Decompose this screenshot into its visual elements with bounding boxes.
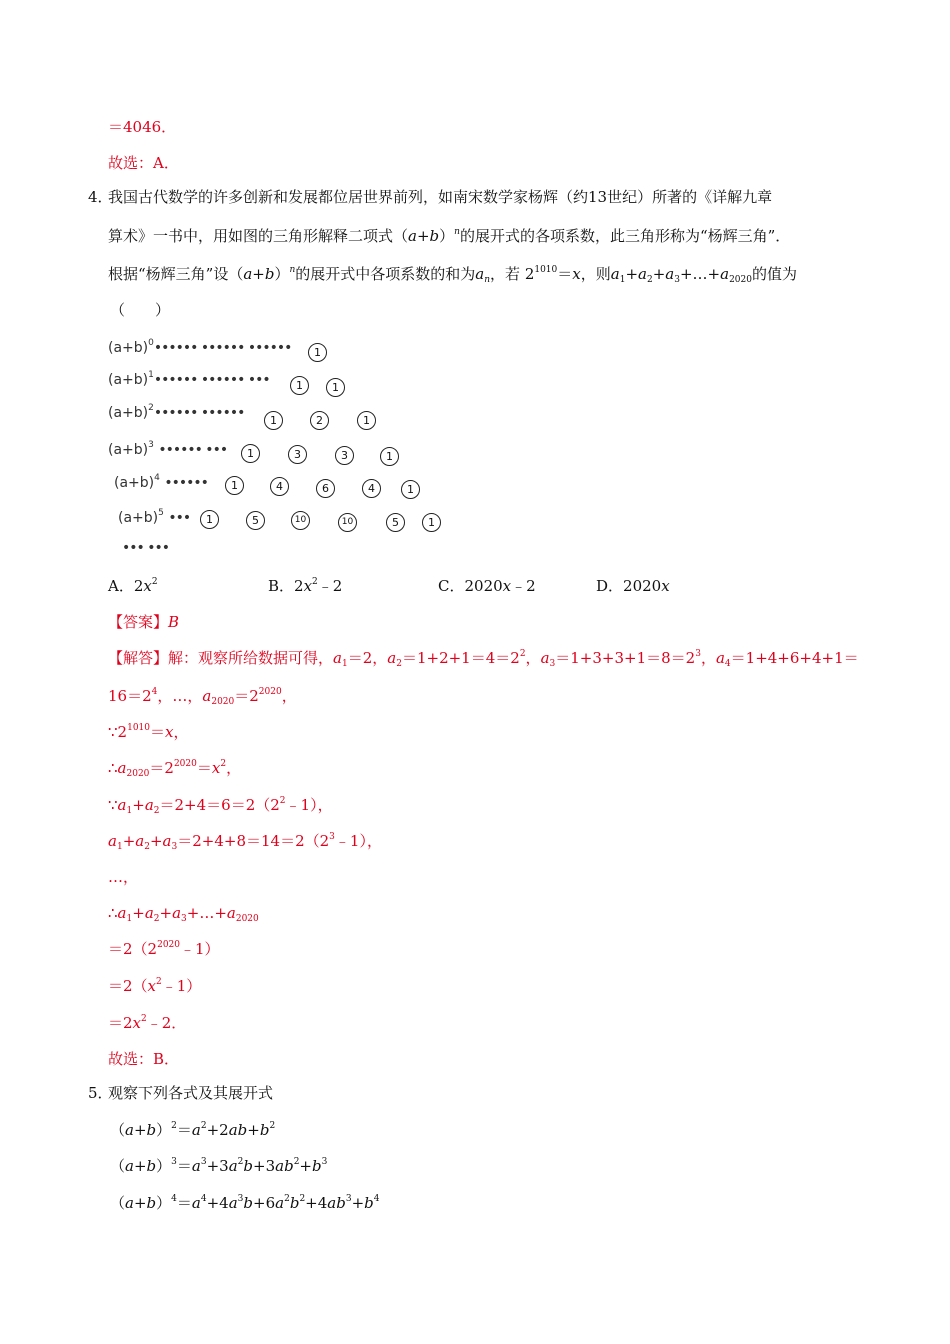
triangle-row-5-label: $(a+b)^5$ ••• — [118, 508, 191, 526]
coef-circle-r5-c4: 5 — [386, 513, 405, 532]
solution-line2: $16=2^4$，…，$a_{2020}=2^{2020}$， — [108, 687, 297, 707]
q5-number: 5． — [88, 1084, 113, 1102]
coef-circle-r3-c1: 3 — [288, 445, 307, 464]
solution-line5: $\because a_1+a_2=2+4=6=2(2^2﹣1)$， — [108, 796, 333, 816]
coef-circle-r5-c0: 1 — [200, 510, 219, 529]
answer: 【答案】B — [108, 613, 180, 631]
solution-line7: …， — [108, 868, 139, 886]
triangle-row-1-label: $(a+b)^1••••••$ •••••• ••• — [108, 370, 270, 388]
q4-stem-line1: 我国古代数学的许多创新和发展都位居世界前列，如南宋数学家杨辉（约13世纪）所著的《详解九章 — [108, 188, 773, 206]
yanghui-triangle-figure — [104, 330, 449, 562]
q5-expansion-3: $(a+b)^4=a^4+4a^3b+6a^2b^2+4ab^3+b^4$ — [110, 1194, 380, 1212]
q4-paren: （ ） — [110, 301, 171, 319]
q5-stem: 观察下列各式及其展开式 — [108, 1084, 274, 1102]
coef-circle-r4-c1: 4 — [270, 477, 289, 496]
triangle-row-2-label: $(a+b)^2••••••$ •••••• — [108, 403, 245, 421]
q5-expansion-2: $(a+b)^3=a^3+3a^2b+3ab^2+b^3$ — [110, 1157, 328, 1175]
q3-choice: 故选：A． — [108, 154, 179, 172]
coef-circle-r4-c2: 6 — [316, 479, 335, 498]
solution-line9: $=2(2^{2020}﹣1)$ — [108, 940, 220, 958]
coef-circle-r1-c1: 1 — [326, 378, 345, 397]
q4-stem-line2: 算术》一书中，用如图的三角形解释二项式$(a+b)^n$的展开式的各项系数，此三角形称为“杨辉三角”． — [108, 227, 791, 245]
coef-circle-r4-c3: 4 — [362, 479, 381, 498]
option-c[interactable]: C．2020x﹣2 — [438, 577, 536, 595]
coef-circle-r5-c2: 10 — [291, 511, 310, 530]
triangle-row-4-label: $(a+b)^4$ •••••• — [114, 473, 208, 491]
solution-line12: 故选：B． — [108, 1050, 180, 1068]
option-a[interactable]: A．$2x^2$ — [108, 577, 158, 595]
coef-circle-r4-c0: 1 — [225, 476, 244, 495]
solution-line6: $a_1+a_2+a_3=2+4+8=14=2(2^3﹣1)$， — [108, 832, 382, 852]
q5-expansion-1: $(a+b)^2=a^2+2ab+b^2$ — [110, 1121, 276, 1139]
coef-circle-r5-c1: 5 — [246, 511, 265, 530]
solution-line8: $\therefore a_1+a_2+a_3+\dots+a_{2020}$ — [108, 904, 259, 924]
triangle-tail-dots: ••• ••• — [122, 540, 169, 556]
coef-circle-r3-c0: 1 — [241, 444, 260, 463]
coef-circle-r5-c3: 10 — [338, 513, 357, 532]
q3-result: ＝4046． — [108, 118, 177, 136]
triangle-row-0-label: $(a+b)^0••••••$ •••••• •••••• — [108, 338, 292, 356]
option-d[interactable]: D．2020x — [596, 577, 670, 595]
coef-circle-r5-c5: 1 — [422, 513, 441, 532]
solution-line4: $\therefore a_{2020}=2^{2020}=x^2$， — [108, 759, 242, 779]
coef-circle-r2-c0: 1 — [264, 411, 283, 430]
solution-line10: $=2(x^2﹣1)$ — [108, 977, 202, 995]
option-b[interactable]: B．$2x^2﹣2$ — [268, 577, 343, 595]
coef-circle-r2-c2: 1 — [357, 411, 376, 430]
coef-circle-r4-c4: 1 — [401, 480, 420, 499]
q4-number: 4． — [88, 188, 113, 206]
solution-line3: $\because 2^{1010}=x$， — [108, 723, 189, 741]
coef-circle-r2-c1: 2 — [310, 411, 329, 430]
coef-circle-r3-c3: 1 — [380, 447, 399, 466]
coef-circle-r0-c0: 1 — [308, 343, 327, 362]
solution-line1: 【解答】解：观察所给数据可得，$a_1=2$，$a_2=1+2+1=4=2^2$，$a_3=1+3+3+1=8=2^3$，$a_4=1+4+6+4+1=$ — [108, 649, 859, 669]
q4-stem-line3: 根据“杨辉三角”设$(a+b)^n$的展开式中各项系数的和为$a_n$，若 $2^{1010}=x$，则$a_1+a_2+a_3+\dots+a_{2020}$的值为 — [108, 265, 797, 285]
solution-line11: $=2x^2﹣2$． — [108, 1014, 187, 1032]
triangle-row-3-label: $(a+b)^3$ •••••• ••• — [108, 440, 228, 458]
coef-circle-r1-c0: 1 — [290, 376, 309, 395]
coef-circle-r3-c2: 3 — [335, 446, 354, 465]
